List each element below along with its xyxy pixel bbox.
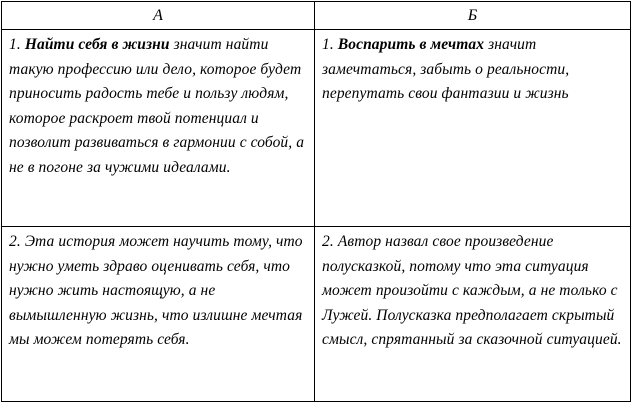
- term-soar-in-dreams: Воспарить в мечтах: [337, 36, 485, 53]
- column-header-a: А: [2, 2, 315, 30]
- answer-text: Автор назвал свое произведение полусказкой, потому что эта ситуация может произойти с каждым, а не только с Лужей. Полусказка предполагает скрытый смысл, спрятанный за сказочной ситуацией.: [322, 233, 622, 349]
- item-number: 2.: [9, 233, 21, 250]
- definition-text: значит найти такую профессию или дело, которое будет приносить радость тебе и пользу людям, которое раскроет твой потенциал и позволит развиваться в гармонии с собой, а не в погоне за чужими идеалами.: [9, 36, 305, 176]
- definition-text: значит замечтаться, забыть о реальности, перепутать свои фантазии и жизнь: [322, 36, 570, 103]
- cell-b-1: [315, 30, 631, 227]
- cell-b-2: [315, 227, 631, 402]
- item-number: 2.: [322, 233, 334, 250]
- answer-text: Эта история может научить тому, что нужно уметь здраво оценивать себя, что нужно жить настоящую, а не вымышленную жизнь, что излишне мечтая мы можем потерять себя.: [9, 233, 303, 349]
- table-row: [2, 30, 631, 227]
- table-row: [2, 227, 631, 402]
- term-find-yourself: Найти себя в жизни: [24, 36, 170, 53]
- cell-a-1: [2, 30, 315, 227]
- header-row: [2, 2, 631, 30]
- comparison-table: [1, 1, 631, 402]
- item-number: 1.: [9, 36, 21, 53]
- cell-a-2: [2, 227, 315, 402]
- item-number: 1.: [322, 36, 334, 53]
- column-header-b: Б: [315, 2, 631, 30]
